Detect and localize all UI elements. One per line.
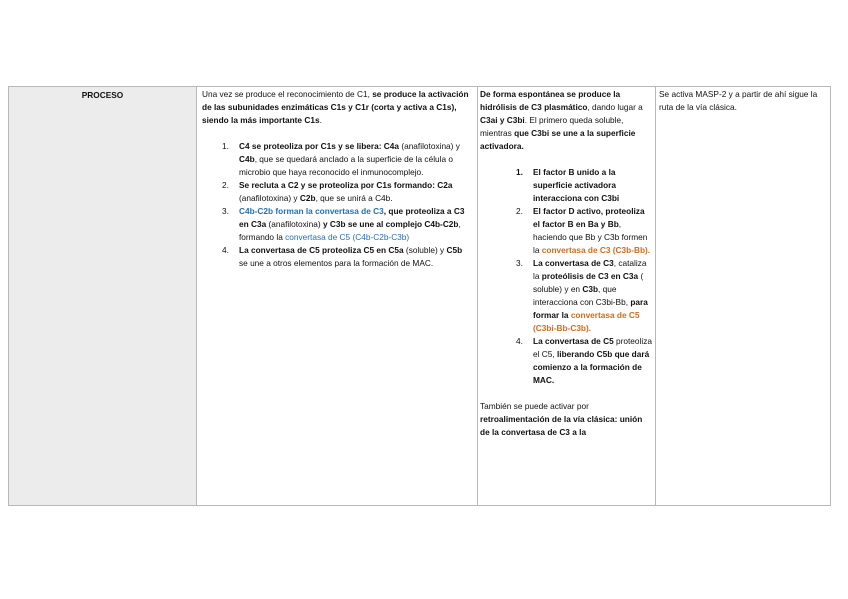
list-item: 4. La convertasa de C5 proteoliza C5 en C5a (soluble) y C5b se une a otros elementos para la formación de MAC. (222, 245, 463, 268)
process-header: PROCESO (81, 90, 124, 100)
classic-intro: Una vez se produce el reconocimiento de C1, se produce la activación de las subunidades enzimáticas C1s y C1r (corta y activa a C1s), siendo la más importante C1s. (202, 89, 469, 125)
alternative-pathway-cell (478, 87, 656, 505)
list-item: 1. El factor B unido a la superficie activadora interacciona con C3bi (516, 167, 620, 203)
list-item: 3. La convertasa de C3, cataliza la proteólisis de C3 en C3a ( soluble) y en C3b, que interacciona con C3bi-Bb, para formar la convertasa de C5 (C3bi-Bb-C3b). (516, 258, 648, 333)
lectin-text: Se activa MASP-2 y a partir de ahí sigue la ruta de la vía clásica. (659, 89, 818, 112)
process-header-cell (9, 87, 197, 505)
lectin-pathway-cell (656, 87, 832, 505)
list-item: 3. C4b-C2b forman la convertasa de C3, que proteoliza a C3 en C3a (anafilotoxina) y C3b se une al complejo C4b-C2b, formando la convertasa de C5 (C4b-C2b-C3b) (222, 206, 465, 242)
alternative-intro: De forma espontánea se produce la hidrólisis de C3 plasmático, dando lugar a C3ai y C3bi. El primero queda soluble, mientras que C3bi se une a la superficie activadora. (480, 89, 643, 151)
classic-steps-list (202, 140, 471, 270)
process-table (8, 86, 831, 506)
list-item: 2. Se recluta a C2 y se proteoliza por C1s formando: C2a (anafilotoxina) y C2b, que se unirá a C4b. (222, 180, 453, 203)
list-item: 2. El factor D activo, proteoliza el factor B en Ba y Bb, haciendo que Bb y C3b formen la convertasa de C3 (C3b-Bb). (516, 206, 651, 255)
alternative-outro: También se puede activar por retroalimentación de la vía clásica: unión de la convertasa de C3 a la (480, 401, 643, 437)
alternative-steps-list (480, 166, 652, 387)
list-item: 4. La convertasa de C5 proteoliza el C5, liberando C5b que dará comienzo a la formación de MAC. (516, 336, 652, 385)
classic-pathway-cell (197, 87, 478, 505)
list-item: 1. C4 se proteoliza por C1s y se libera: C4a (anafilotoxina) y C4b, que se quedará anclado a la superficie de la célula o microbio que haya reconocido el inmunocomplejo. (222, 141, 460, 177)
